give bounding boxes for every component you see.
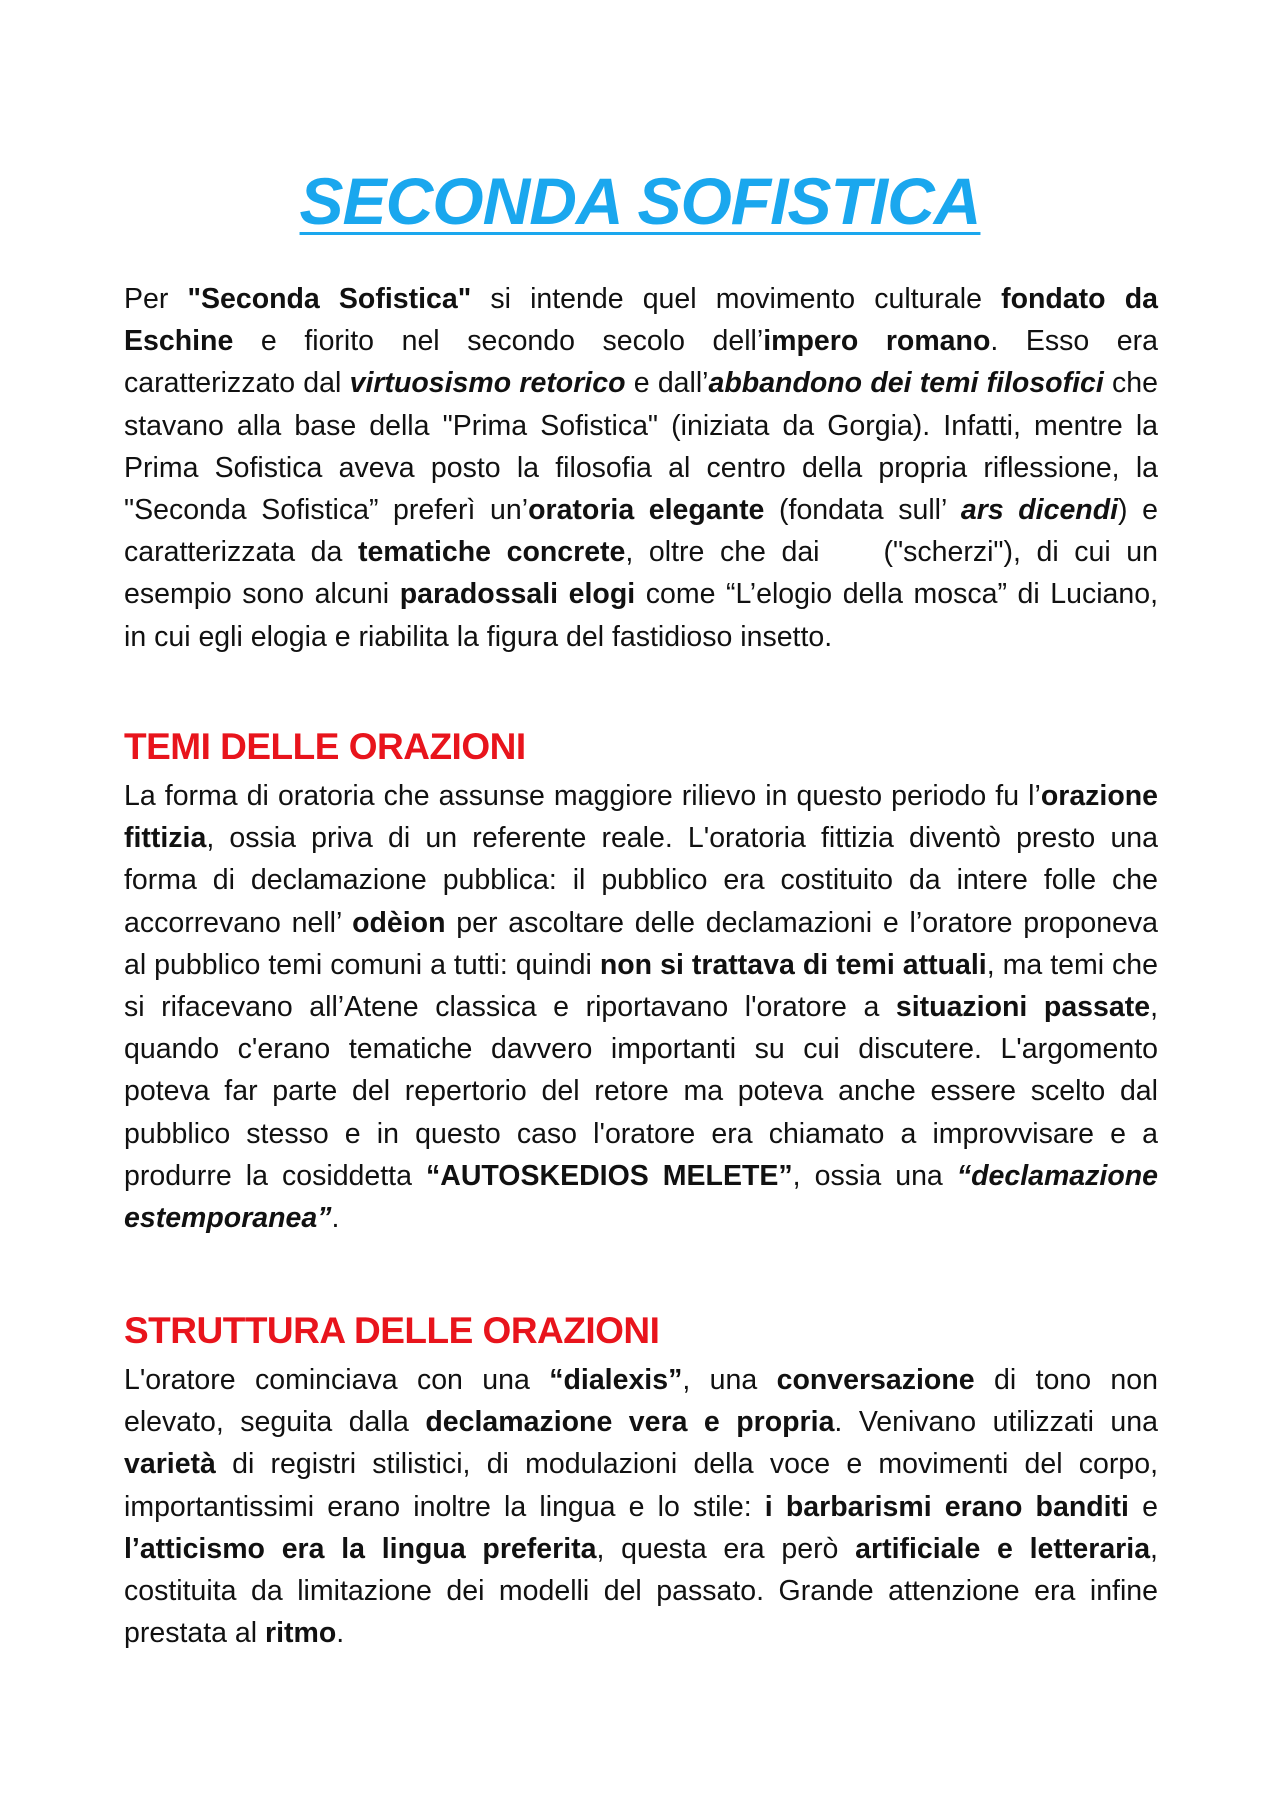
section-heading-struttura: STRUTTURA DELLE ORAZIONI <box>124 1310 660 1351</box>
text-run: ("scherzi"), di cui un esempio sono alcuni <box>124 536 1158 611</box>
intro-paragraph <box>124 278 1158 658</box>
text-run: Per <box>124 283 188 315</box>
bold-term: varietà <box>124 1448 216 1481</box>
text-run: . Esso era caratterizzato dal <box>124 325 1159 400</box>
text-run: come “L’elogio della mosca” di Luciano, in cui egli elogia e riabilita la figura del fastidioso insetto. <box>124 578 1158 653</box>
text-run: e dall’ <box>625 367 709 400</box>
text-run: e <box>1128 1490 1158 1523</box>
bold-term: impero romano <box>763 325 991 358</box>
text-run: . <box>336 1617 345 1650</box>
bold-term: i barbarismi erano banditi <box>764 1490 1129 1523</box>
text-run: di tono non elevato, seguita dalla <box>124 1364 1158 1439</box>
text-run: per ascoltare delle declamazioni e l’oratore proponeva al pubblico temi comuni a tutti: quindi <box>124 906 1158 981</box>
text-run: . <box>331 1202 340 1235</box>
section-heading-temi: TEMI DELLE ORAZIONI <box>124 726 526 767</box>
bold-italic-term: ars dicendi <box>960 494 1119 527</box>
bold-term: “dialexis” <box>549 1364 683 1396</box>
bold-term: orazione fittizia <box>124 780 1158 855</box>
text-run: si intende quel movimento culturale <box>471 283 1002 315</box>
text-run: La forma di oratoria che assunse maggiore rilievo in questo periodo fu l’ <box>124 780 1041 812</box>
bold-term: odèion <box>352 906 446 939</box>
bold-term: situazioni passate <box>895 991 1151 1024</box>
text-run: L'oratore cominciava con una <box>124 1364 550 1396</box>
bold-term: conversazione <box>776 1364 975 1396</box>
bold-italic-term: virtuosismo retorico <box>349 367 626 400</box>
text-run: , costituita da limitazione dei modelli del passato. Grande attenzione era infine prestata al <box>124 1532 1158 1650</box>
text-run: e fiorito nel secondo secolo dell’ <box>233 325 764 358</box>
bold-term: tematiche concrete <box>357 536 626 569</box>
bold-term: oratoria elegante <box>528 494 765 527</box>
bold-term: fondato da Eschine <box>124 283 1158 358</box>
text-run: , oltre che dai <box>625 536 820 569</box>
bold-term: ritmo <box>265 1617 337 1650</box>
temi-paragraph <box>124 775 1158 1239</box>
bold-italic-term: “declamazione estemporanea” <box>124 1159 1158 1235</box>
text-run: , ma temi che si rifacevano all’Atene classica e riportavano l'oratore a <box>124 948 1158 1024</box>
text-run: (fondata sull’ <box>764 494 961 527</box>
text-run: , ossia priva di un referente reale. L'oratoria fittizia diventò presto una forma di declamazione pubblica: il pubblico era costituito da intere folle che accorrevano nell’ <box>124 822 1158 939</box>
text-run: che stavano alla base della "Prima Sofistica" (iniziata da Gorgia). Infatti, mentre la Prima Sofistica aveva posto la filosofia al centro della propria riflessione, la "Seconda Sofistica” preferì un’ <box>124 367 1158 527</box>
bold-italic-term: abbandono dei temi filosofici <box>708 367 1104 400</box>
text-run: , quando c'erano tematiche davvero importanti su cui discutere. L'argomento poteva far parte del repertorio del retore ma poteva anche essere scelto dal pubblico stesso e in questo caso l'oratore era chiamato a improvvisare e a produrre la cosiddetta <box>124 991 1158 1192</box>
bold-term: "Seconda Sofistica" <box>187 283 472 315</box>
page-title: SECONDA SOFISTICA <box>299 164 981 238</box>
bold-term: declamazione vera e propria <box>425 1406 835 1439</box>
text-run: , ossia una <box>792 1159 957 1192</box>
text-run: ) e caratterizzata da <box>124 494 1158 569</box>
text-run: di registri stilistici, di modulazioni della voce e movimenti del corpo, importantissimi erano inoltre la lingua e lo stile: <box>124 1448 1158 1523</box>
bold-term: “AUTOSKEDIOS MELETE” <box>426 1159 793 1192</box>
bold-term: artificiale e letteraria <box>855 1532 1151 1565</box>
text-run: , questa era però <box>596 1532 856 1565</box>
bold-term: non si trattava di temi attuali <box>599 948 987 981</box>
text-run: , una <box>682 1364 777 1396</box>
struttura-paragraph <box>124 1359 1158 1654</box>
text-run: . Venivano utilizzati una <box>834 1406 1158 1439</box>
bold-term: paradossali elogi <box>399 578 636 611</box>
bold-term: l’atticismo era la lingua preferita <box>124 1532 597 1565</box>
